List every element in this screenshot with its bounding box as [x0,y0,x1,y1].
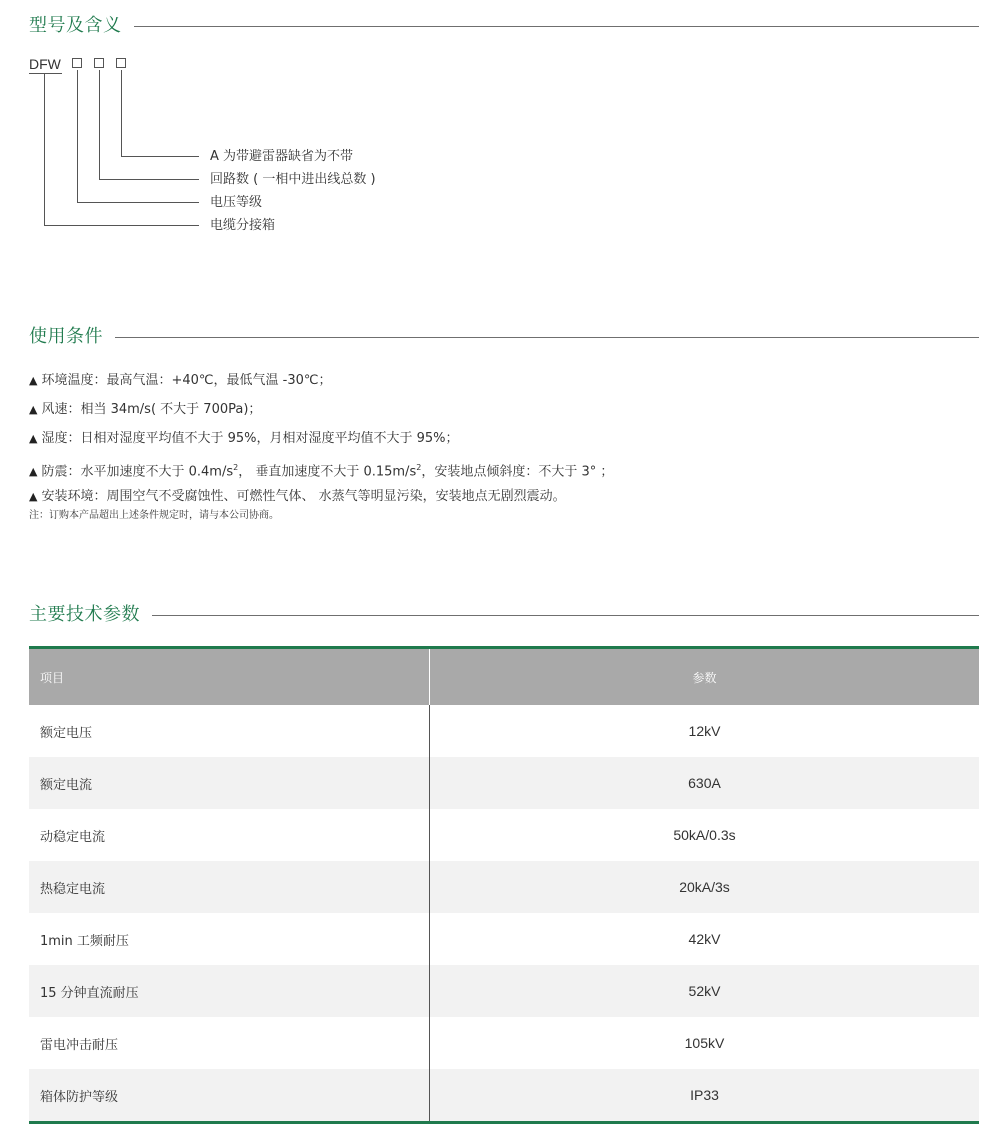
row-value: 42kV [688,931,721,947]
condition-wind: ▲ 风速：相当 34m/s( 不大于 700Pa)； [29,402,262,417]
model-code: DFW [29,56,61,72]
row-value: 105kV [684,1035,725,1051]
placeholder-box-3 [116,58,126,68]
table-header-row [29,648,979,706]
section-title-conditions [29,325,979,349]
params-table [29,646,979,1124]
table-row [29,1017,979,1069]
triangle-icon: ▲ [29,432,38,445]
row-value: 20kA/3s [430,861,980,913]
section-title-model [29,14,979,38]
row-label: 动稳定电流 [29,809,430,861]
model-desc-arrester: A 为带避雷器缺省为不带 [210,149,354,164]
row-value: 50kA/0.3s [673,827,736,843]
connector-1-v [121,70,122,156]
connector-4-h [44,225,199,226]
row-value: 630A [430,757,980,809]
section-title-text: 型号及含义 [29,15,122,36]
row-label: 热稳定电流 [29,861,430,913]
section-title-text: 使用条件 [29,326,103,347]
header-value: 参数 [430,648,980,706]
section-rule [134,26,980,27]
row-label: 雷电冲击耐压 [29,1017,430,1069]
connector-4-v [44,74,45,225]
conditions-list [29,366,979,525]
condition-humidity: ▲ 湿度：日相对湿度平均值不大于 95%，月相对湿度平均值不大于 95%； [29,431,459,446]
connector-2-h [99,179,199,180]
placeholder-box-1 [72,58,82,68]
connector-1-h [121,156,199,157]
condition-seismic: ▲ 防震：水平加速度不大于 $0.4m/s^2$， 垂直加速度不大于 $0.15m/s^2$，安装地点倾斜度：不大于 3° ； [29,463,614,480]
model-desc-product: 电缆分接箱 [210,218,276,233]
row-value: IP33 [430,1069,980,1123]
row-label: 额定电流 [29,757,430,809]
triangle-icon: ▲ [29,465,38,479]
table-row [29,1069,979,1123]
table-row [29,705,979,757]
triangle-icon: ▲ [29,490,38,503]
row-label: 箱体防护等级 [29,1069,430,1123]
condition-temperature: ▲ 环境温度：最高气温：+40℃，最低气温 -30℃； [29,373,332,388]
triangle-icon: ▲ [29,374,38,387]
code-underline [29,73,62,74]
section-title-text: 主要技术参数 [29,604,140,625]
table-row [29,757,979,809]
table-row [29,809,979,861]
row-label: 额定电压 [29,705,430,757]
placeholder-box-2 [94,58,104,68]
conditions-note: 注：订购本产品超出上述条件规定时，请与本公司协商。 [29,510,279,521]
table-row [29,913,979,965]
row-value: 12kV [688,723,721,739]
table-row [29,965,979,1017]
model-desc-circuits: 回路数 ( 一相中进出线总数 ) [210,172,376,187]
condition-environment: ▲ 安装环境：周围空气不受腐蚀性、可燃性气体、 水蒸气等明显污染，安装地点无剧烈震动。 [29,489,566,504]
row-label: 15 分钟直流耐压 [29,965,430,1017]
row-label: 1min 工频耐压 [29,913,430,965]
section-title-params [29,603,979,627]
table-row [29,861,979,913]
triangle-icon: ▲ [29,403,38,416]
connector-3-h [77,202,199,203]
connector-2-v [99,70,100,179]
section-rule [115,337,979,338]
section-rule [152,615,979,616]
connector-3-v [77,70,78,202]
row-value: 52kV [430,965,980,1017]
model-diagram [29,54,549,244]
header-item: 项目 [29,648,430,706]
model-desc-voltage: 电压等级 [210,195,263,210]
